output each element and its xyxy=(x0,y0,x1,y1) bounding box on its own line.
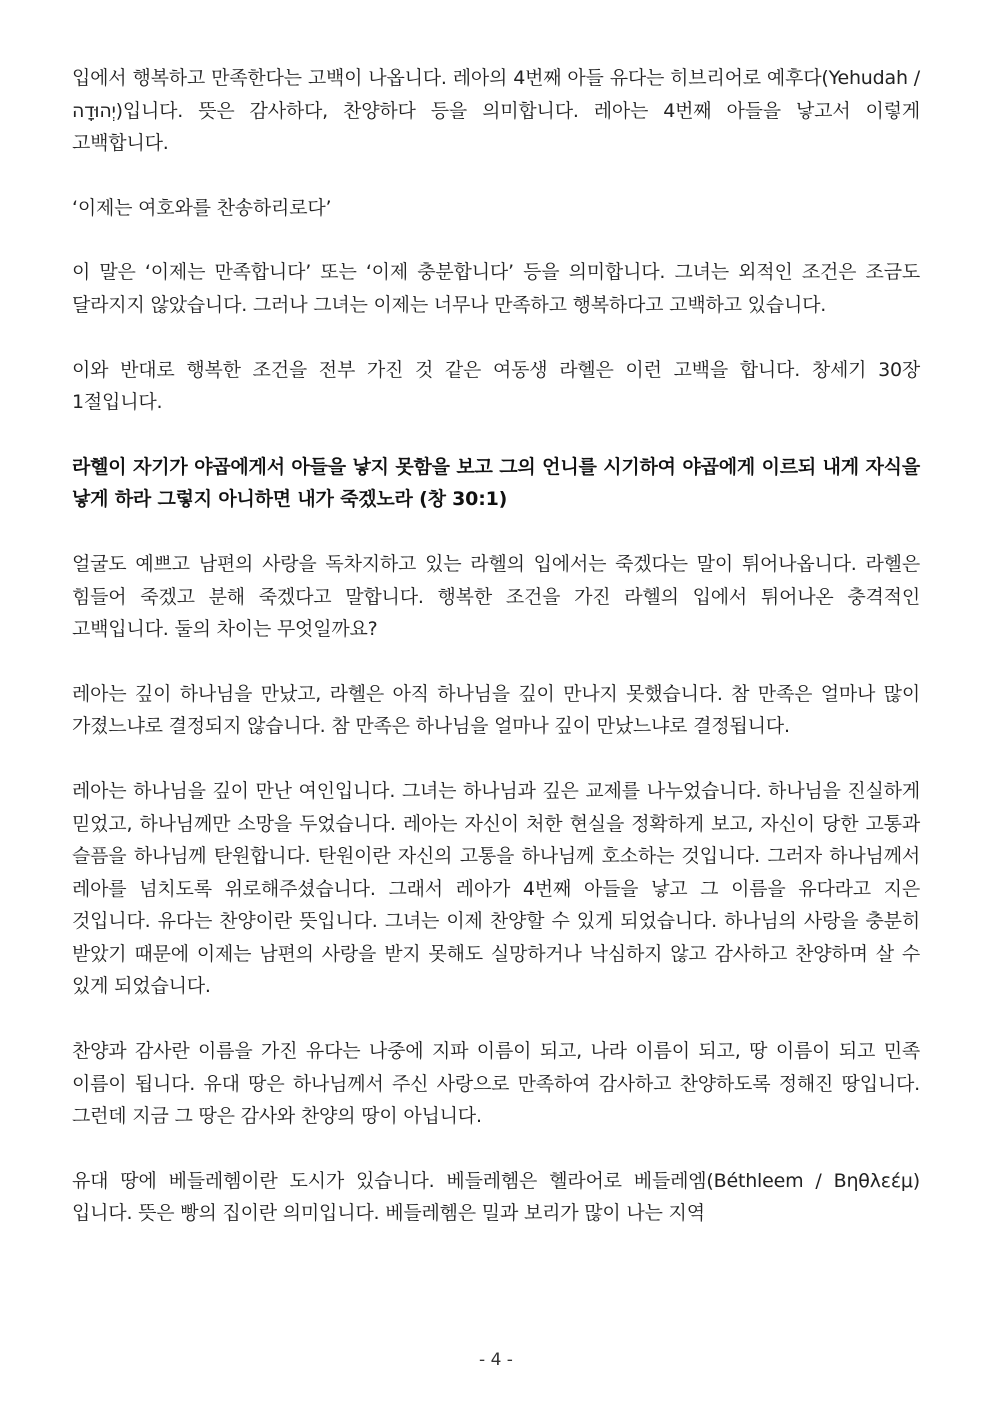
paragraph-3: 이 말은 ‘이제는 만족합니다’ 또는 ‘이제 충분합니다’ 등을 의미합니다. 그녀는 외적인 조건은 조금도 달라지지 않았습니다. 그러나 그녀는 이제는 너무나 만족하고 행복하다고 고백하고 있습니다. xyxy=(72,261,920,316)
paragraph-10: 유대 땅에 베들레헴이란 도시가 있습니다. 베들레헴은 헬라어로 베들레엠(Béthleem / Βηθλεέμ)입니다. 뜻은 빵의 집이란 의미입니다. 베들레헴은 밀과 보리가 많이 나는 지역 xyxy=(72,1169,920,1225)
paragraph-4: 이와 반대로 행복한 조건을 전부 가진 것 같은 여동생 라헬은 이런 고백을 합니다. 창세기 30장 1절입니다. xyxy=(72,358,920,414)
paragraph-9: 찬양과 감사란 이름을 가진 유다는 나중에 지파 이름이 되고, 나라 이름이 되고, 땅 이름이 되고 민족 이름이 됩니다. 유대 땅은 하나님께서 주신 사랑으로 만족하여 감사하고 찬양하도록 정해진 땅입니다. 그런데 지금 그 땅은 감사와 찬양의 땅이 아닙니다. xyxy=(72,1040,920,1128)
page-number: - 4 - xyxy=(479,1350,513,1370)
paragraph-7: 레아는 깊이 하나님을 만났고, 라헬은 아직 하나님을 깊이 만나지 못했습니다. 참 만족은 얼마나 많이 가졌느냐로 결정되지 않습니다. 참 만족은 하나님을 얼마나 깊이 만났느냐로 결정됩니다. xyxy=(72,682,920,738)
paragraph-6: 얼굴도 예쁘고 남편의 사랑을 독차지하고 있는 라헬의 입에서는 죽겠다는 말이 튀어나옵니다. 라헬은 힘들어 죽겠고 분해 죽겠다고 말합니다. 행복한 조건을 가진 라헬의 입에서 튀어나온 충격적인 고백입니다. 둘의 차이는 무엇일까요? xyxy=(72,552,920,641)
paragraph-2-quote: ‘이제는 여호와를 찬송하리로다’ xyxy=(72,196,332,219)
paragraph-1: 입에서 행복하고 만족한다는 고백이 나옵니다. 레아의 4번째 아들 유다는 히브리어로 예후다(Yehudah / יְהוּדָה)입니다. 뜻은 감사하다, 찬양하다 등을 의미합니다. 레아는 4번째 아들을 낳고서 이렇게 고백합니다. xyxy=(72,67,920,155)
scripture-quote-genesis-30-1: 라헬이 자기가 야곱에게서 아들을 낳지 못함을 보고 그의 언니를 시기하여 야곱에게 이르되 내게 자식을 낳게 하라 그렇지 아니하면 내가 죽겠노라 (창 30:1) xyxy=(72,455,920,511)
document-body xyxy=(72,62,920,1262)
paragraph-8: 레아는 하나님을 깊이 만난 여인입니다. 그녀는 하나님과 깊은 교제를 나누었습니다. 하나님을 진실하게 믿었고, 하나님께만 소망을 두었습니다. 레아는 자신이 처한 현실을 정확하게 보고, 자신이 당한 고통과 슬픔을 하나님께 탄원합니다. 탄원이란 자신의 고통을 하나님께 호소하는 것입니다. 그러자 하나님께서 레아를 넘치도록 위로해주셨습니다. 그래서 레아가 4번째 아들을 낳고 그 이름을 유다라고 지은 것입니다. 유다는 찬양이란 뜻입니다. 그녀는 이제 찬양할 수 있게 되었습니다. 하나님의 사랑을 충분히 받았기 때문에 이제는 남편의 사랑을 받지 못해도 실망하거나 낙심하지 않고 감사하고 찬양하며 살 수 있게 되었습니다. xyxy=(72,779,920,998)
